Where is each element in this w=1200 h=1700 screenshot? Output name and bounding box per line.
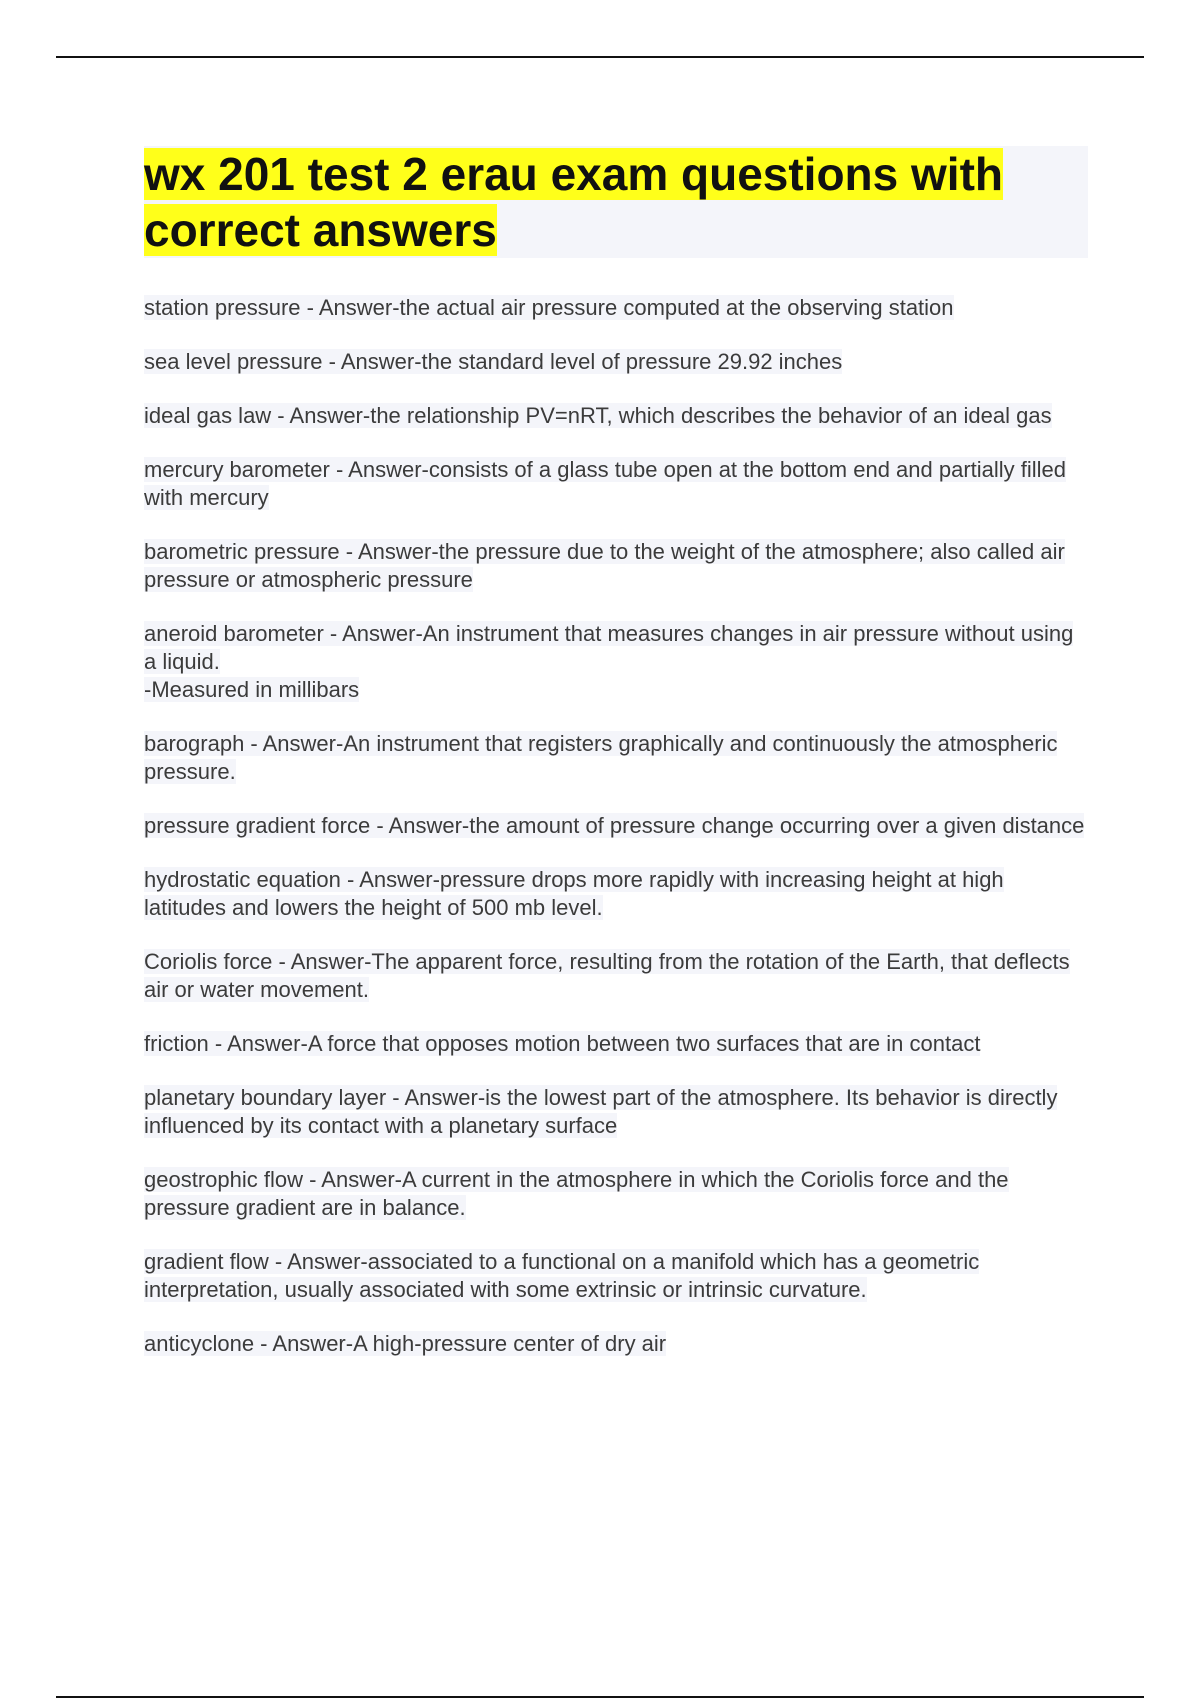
title-block [144,146,1088,258]
qa-text: geostrophic flow - Answer-A current in the atmosphere in which the Coriolis force and the pressure gradient are in balance. [144,1167,1009,1220]
qa-item [144,538,1088,594]
qa-item [144,1084,1088,1140]
qa-item [144,620,1088,704]
top-rule [56,56,1144,58]
qa-text: friction - Answer-A force that opposes motion between two surfaces that are in contact [144,1031,981,1056]
qa-list [144,294,1088,1358]
qa-item [144,348,1088,376]
qa-text: sea level pressure - Answer-the standard level of pressure 29.92 inches [144,349,843,374]
qa-text: Coriolis force - Answer-The apparent force, resulting from the rotation of the Earth, that deflects air or water movement. [144,949,1070,1002]
qa-item [144,812,1088,840]
qa-item [144,456,1088,512]
qa-text: aneroid barometer - Answer-An instrument that measures changes in air pressure without using a liquid. -Measured in millibars [144,621,1074,702]
qa-text: ideal gas law - Answer-the relationship PV=nRT, which describes the behavior of an ideal gas [144,403,1052,428]
qa-item [144,730,1088,786]
qa-text: station pressure - Answer-the actual air pressure computed at the observing station [144,295,954,320]
qa-item [144,948,1088,1004]
qa-item [144,866,1088,922]
qa-item [144,1248,1088,1304]
qa-text: barograph - Answer-An instrument that registers graphically and continuously the atmospheric pressure. [144,731,1058,784]
qa-item [144,1166,1088,1222]
qa-text: planetary boundary layer - Answer-is the lowest part of the atmosphere. Its behavior is directly influenced by its contact with a planetary surface [144,1085,1058,1138]
document-title [144,146,1088,258]
qa-item [144,1030,1088,1058]
qa-item [144,402,1088,430]
qa-text: pressure gradient force - Answer-the amount of pressure change occurring over a given distance [144,813,1085,838]
qa-text: gradient flow - Answer-associated to a functional on a manifold which has a geometric interpretation, usually associated with some extrinsic or intrinsic curvature. [144,1249,980,1302]
qa-item [144,294,1088,322]
document-body [144,146,1088,1384]
qa-text: mercury barometer - Answer-consists of a glass tube open at the bottom end and partially filled with mercury [144,457,1067,510]
qa-text: hydrostatic equation - Answer-pressure drops more rapidly with increasing height at high latitudes and lowers the height of 500 mb level. [144,867,1004,920]
qa-text: anticyclone - Answer-A high-pressure center of dry air [144,1331,667,1356]
qa-item [144,1330,1088,1358]
title-highlight: wx 201 test 2 erau exam questions with correct answers [144,148,1003,256]
qa-text: barometric pressure - Answer-the pressure due to the weight of the atmosphere; also called air pressure or atmospheric pressure [144,539,1065,592]
bottom-rule [56,1696,1144,1698]
